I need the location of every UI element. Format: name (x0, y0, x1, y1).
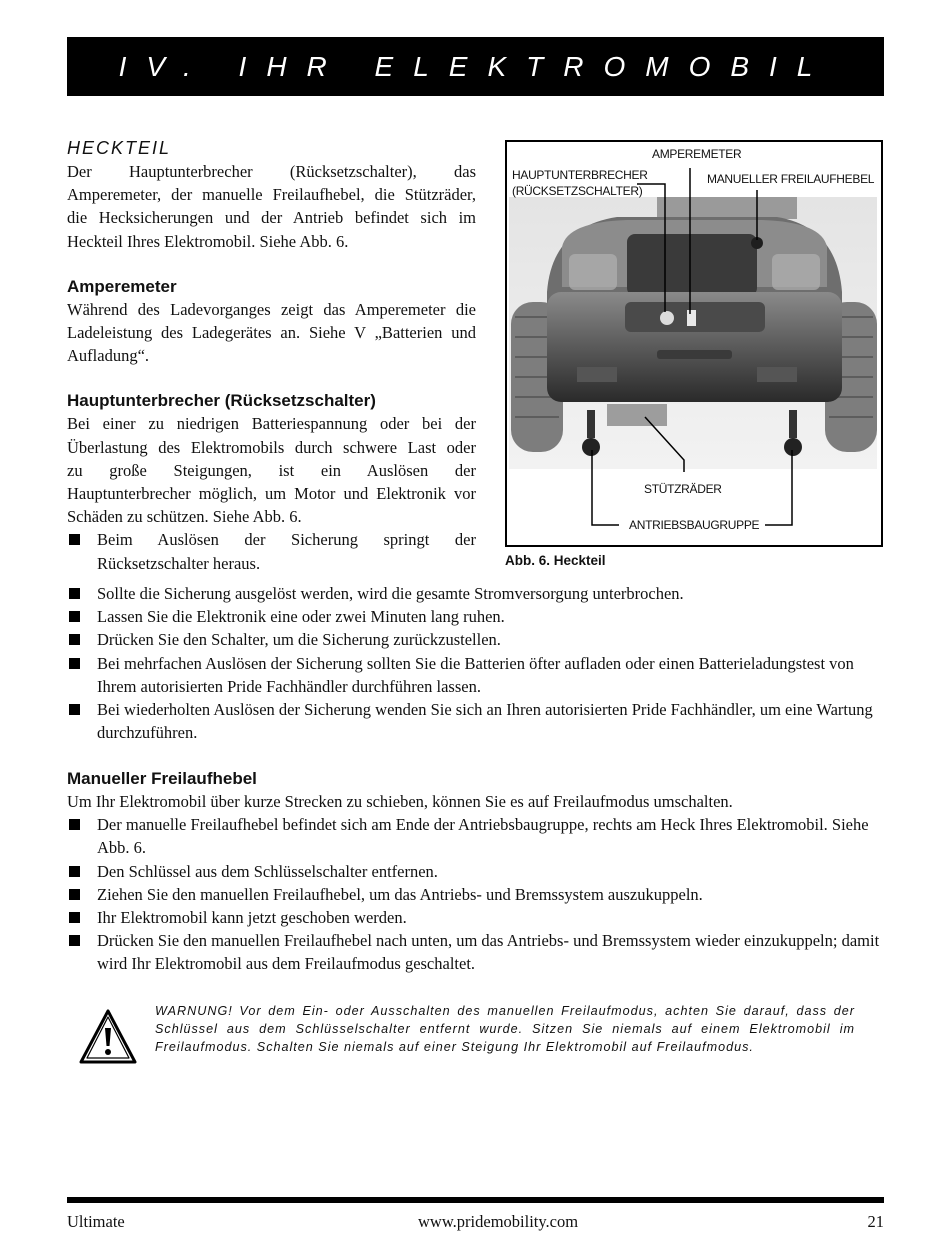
list-item: Den Schlüssel aus dem Schlüsselschalter entfernen. (67, 860, 885, 883)
warning-triangle-icon (78, 1008, 138, 1066)
left-column (67, 136, 476, 575)
list-item: Der manuelle Freilaufhebel befindet sich am Ende der Antriebsbaugruppe, rechts am Heck Ihres Elektromobil. Siehe Abb. 6. (67, 813, 885, 859)
list-item: Drücken Sie den Schalter, um die Sicherung zurückzustellen. (67, 628, 885, 651)
hauptunterbrecher-heading: Hauptunterbrecher (Rücksetzschalter) (67, 391, 376, 411)
figure-heckteil (505, 140, 883, 547)
hauptunterbrecher-line: zu große Steigungen, ist ein Auslösen der (67, 460, 476, 480)
page-number: 21 (867, 1212, 884, 1231)
bullet-line: Beim Auslösen der Sicherung springt der (97, 530, 476, 550)
hauptunterbrecher-line: Überlastung des Elektromobils durch schwere Last oder (67, 437, 476, 457)
label-stuetzraeder: STÜTZRÄDER (644, 482, 722, 496)
list-item: Ihr Elektromobil kann jetzt geschoben werden. (67, 906, 885, 929)
list-item: Bei mehrfachen Auslösen der Sicherung sollten Sie die Batterien öfter aufladen oder einen Batterieladungstest von Ihrem autorisierten Pride Fachhändler durchführen lassen. (67, 652, 885, 698)
chapter-title: IV. IHR ELEKTROMOBIL (118, 50, 833, 82)
footer-website: www.pridemobility.com (418, 1212, 579, 1231)
heckteil-line: Heckteil Ihres Elektromobil. Siehe Abb. 6. (67, 231, 349, 251)
list-item: Drücken Sie den manuellen Freilaufhebel nach unten, um das Antriebs- und Bremssystem wieder einzukuppeln; damit wird Ihr Elektromobil aus dem Freilaufmodus geschaltet. (67, 929, 885, 975)
freilauf-heading: Manueller Freilaufhebel (67, 769, 257, 788)
bullet-line: Rücksetzschalter heraus. (97, 553, 261, 573)
hauptunterbrecher-line: Bei einer zu niedrigen Batteriespannung oder bei der (67, 414, 476, 434)
freilauf-section (67, 768, 885, 976)
heckteil-line: die Hecksicherungen und der Antrieb befindet sich im (67, 208, 476, 228)
label-hauptunterbrecher: HAUPTUNTERBRECHER (512, 168, 648, 182)
amperemeter-heading: Amperemeter (67, 276, 177, 296)
warning-text: WARNUNG! Vor dem Ein- oder Ausschalten des manuellen Freilaufmodus, achten Sie darauf, dass der Schlüssel aus dem Schlüsselschalter entfernt wurde. Sitzen Sie niemals auf einem Elektromobil im Freilaufmodus. Schalten Sie niemals auf einer Steigung Ihr Elektromobil auf Freilaufmodus. (155, 1004, 855, 1054)
footer-rule (67, 1197, 884, 1203)
label-freilaufhebel: MANUELLER FREILAUFHEBEL (707, 172, 875, 186)
list-item (67, 528, 476, 574)
hauptunterbrecher-bullets (67, 582, 885, 744)
figure-caption: Abb. 6. Heckteil (505, 553, 606, 568)
heckteil-heading: HECKTEIL (67, 138, 172, 158)
list-item: Sollte die Sicherung ausgelöst werden, wird die gesamte Stromversorgung unterbrochen. (67, 582, 885, 605)
heckteil-line: Der Hauptunterbrecher (Rücksetzschalter), das (67, 162, 476, 181)
first-bullet-list (67, 528, 476, 574)
chapter-header-bar (67, 37, 884, 96)
label-ruecksetzschalter: (RÜCKSETZSCHALTER) (512, 184, 643, 198)
label-antriebsbaugruppe: ANTRIEBSBAUGRUPPE (629, 518, 760, 532)
amperemeter-line: Während des Ladevorganges zeigt das Amperemeter die (67, 299, 476, 319)
footer-product: Ultimate (67, 1212, 125, 1231)
amperemeter-line: Aufladung“. (67, 346, 150, 366)
list-item: Lassen Sie die Elektronik eine oder zwei Minuten lang ruhen. (67, 605, 885, 628)
label-amperemeter: AMPEREMETER (652, 147, 742, 161)
list-item: Ziehen Sie den manuellen Freilaufhebel, um das Antriebs- und Bremssystem auszukuppeln. (67, 883, 885, 906)
freilauf-intro: Um Ihr Elektromobil über kurze Strecken zu schieben, können Sie es auf Freilaufmodus umschalten. (67, 792, 733, 811)
hauptunterbrecher-line: Schäden zu schützen. Siehe Abb. 6. (67, 507, 302, 527)
list-item: Bei wiederholten Auslösen der Sicherung wenden Sie sich an Ihren autorisierten Pride Fachhändler, um eine Wartung durchzuführen. (67, 698, 885, 744)
amperemeter-line: Ladeleistung des Ladegerätes an. Siehe V „Batterien und (67, 323, 476, 343)
hauptunterbrecher-line: Hauptunterbrecher möglich, um Motor und Elektronik vor (67, 484, 476, 504)
heckteil-line: Amperemeter, der manuelle Freilaufhebel, die Stützräder, (67, 185, 476, 205)
